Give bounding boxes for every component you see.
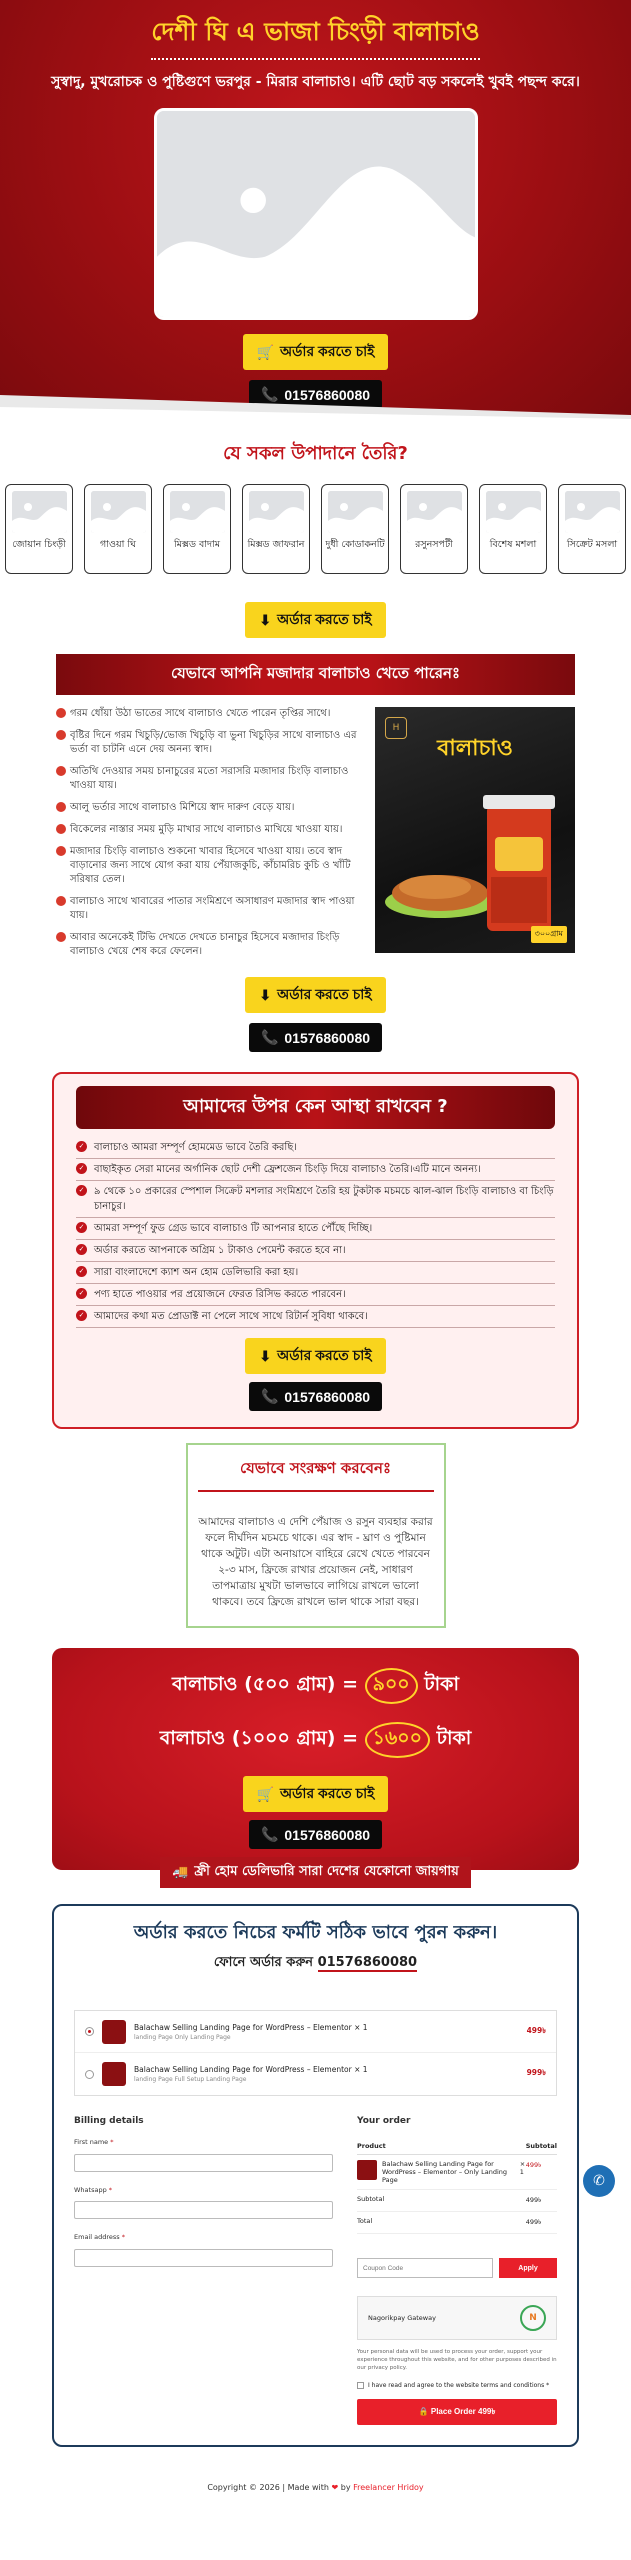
gateway-label: Nagorikpay Gateway xyxy=(368,2314,436,2322)
hero-order-button[interactable] xyxy=(243,334,389,370)
how-to-eat-order-label: অর্ডার করতে চাই xyxy=(277,986,372,1002)
check-circle-icon: ✓ xyxy=(76,1266,87,1277)
whatsapp-input[interactable] xyxy=(74,2201,333,2219)
chili-icon xyxy=(56,846,66,856)
check-circle-icon: ✓ xyxy=(76,1141,87,1152)
storage-title: যেভাবে সংরক্ষণ করবেনঃ xyxy=(198,1457,434,1492)
image-placeholder-icon xyxy=(328,491,383,533)
list-item: ✓ আমাদের কথা মত প্রোডাক্ট না পেলে সাথে সাথে রিটার্ন সুবিধা থাকবে। xyxy=(76,1306,555,1328)
trust-title: আমাদের উপর কেন আস্থা রাখবেন ? xyxy=(76,1086,555,1129)
table-row xyxy=(357,2212,557,2234)
image-placeholder-icon xyxy=(170,491,225,533)
trust-order-label: অর্ডার করতে চাই xyxy=(277,1347,372,1363)
price-order-label: অর্ডার করতে চাই xyxy=(279,1785,375,1801)
price-1000g: ১৬০০ xyxy=(365,1722,430,1758)
brand-logo: H xyxy=(385,717,407,739)
list-item: ✓ পণ্য হাতে পাওয়ার পর প্রয়োজনে ফেরত রিসিভ করতে পারবেন। xyxy=(76,1284,555,1306)
image-placeholder-icon xyxy=(249,491,304,533)
phone-icon: 📞 xyxy=(260,1388,279,1404)
whatsapp-icon: ✆ xyxy=(593,2173,605,2189)
storage-section xyxy=(186,1443,446,1628)
coupon-input[interactable] xyxy=(357,2258,493,2278)
list-item: ✓ বাছাইকৃত সেরা মানের অর্গানিক ছোট দেশী ফ্রেশজেন চিংড়ি দিয়ে বালাচাও তৈরি।এটি মানে অনন্য। xyxy=(76,1159,555,1181)
list-item: ✓ ৯ থেকে ১০ প্রকারের স্পেশাল সিক্রেট মশলার সংমিশ্রণে তৈরি হয় টুকটাক মচমচে ঝাল-ঝাল চিংড়ি বালাচাও বা চিংড়ি চানাচুর। xyxy=(76,1181,555,1218)
storage-text: আমাদের বালাচাও এ দেশি পেঁয়াজ ও রসুন ব্যবহার করার ফলে দীর্ঘদিন মচমচে থাকে। এর স্বাদ - ঘ্রাণ ও পুষ্টিমান থাকে অটুট। এটা অনায়াসে বাহিরে রেখে খেতে পারবেন ২-৩ মাস, ফ্রিজে রাখার প্রয়োজন নেই, সাধারণ তাপমাত্রায় মুখটা ভালভাবে লাগিয়ে রাখলে ভালো থাকবে। তবে ফ্রিজে রাখলে ভাল থাকে সারা বছর। xyxy=(198,1516,433,1608)
product-thumbnail xyxy=(357,2160,377,2180)
product-price: 999৳ xyxy=(526,2068,546,2077)
product-radio[interactable] xyxy=(85,2070,94,2079)
trust-order-button[interactable] xyxy=(245,1338,385,1374)
product-weight-tag: ৩০০গ্রাম xyxy=(531,926,567,943)
lock-icon: 🔒 xyxy=(418,2406,429,2416)
chili-icon xyxy=(56,824,66,834)
truck-icon: 🚚 xyxy=(172,1865,189,1880)
column-header-subtotal: Subtotal xyxy=(526,2138,557,2155)
order-item-name: Balachaw Selling Landing Page for WordPress – Elementor – Only Landing Page xyxy=(382,2160,507,2184)
check-circle-icon: ✓ xyxy=(76,1310,87,1321)
terms-checkbox[interactable] xyxy=(357,2382,364,2389)
price-phone-button[interactable] xyxy=(249,1820,382,1849)
list-item: বালাচাও সাথে খাবারের পাতার সংমিশ্রণে অসাধারণ মজাদার স্বাদ পাওয়া যায়। xyxy=(56,895,363,923)
chili-icon xyxy=(56,932,66,942)
ingredient-label: দুধী কোডাকনটি xyxy=(325,539,385,550)
ingredient-label: গাওয়া ঘি xyxy=(100,539,136,550)
product-name: Balachaw Selling Landing Page for WordPress – Elementor × 1 xyxy=(134,2065,368,2074)
chili-icon xyxy=(56,802,66,812)
list-item: ✓ বালাচাও আমরা সম্পূর্ণ হোমমেড ভাবে তৈরি করছি। xyxy=(76,1137,555,1159)
product-option[interactable] xyxy=(75,2053,556,2095)
ingredient-label: বিশেষ মশলা xyxy=(489,539,537,550)
product-option[interactable] xyxy=(75,2011,556,2053)
list-item: ✓ সারা বাংলাদেশে ক্যাশ অন হোম ডেলিভারি করা হয়। xyxy=(76,1262,555,1284)
billing-title: Billing details xyxy=(74,2116,144,2126)
check-circle-icon: ✓ xyxy=(76,1222,87,1233)
product-name: Balachaw Selling Landing Page for WordPress – Elementor × 1 xyxy=(134,2022,368,2032)
apply-coupon-button[interactable]: Apply xyxy=(499,2258,557,2278)
product-thumbnail xyxy=(102,2062,126,2086)
whatsapp-label: Whatsapp * xyxy=(74,2185,113,2194)
image-placeholder-icon xyxy=(91,491,146,533)
cart-icon: 🛒 xyxy=(256,1785,274,1802)
image-placeholder-icon xyxy=(12,491,67,533)
how-to-eat-phone-label: 01576860080 xyxy=(284,1029,371,1046)
phone-icon: 📞 xyxy=(260,386,279,402)
how-to-eat-title: যেভাবে আপনি মজাদার বালাচাও খেতে পারেনঃ xyxy=(56,654,575,695)
terms-row[interactable] xyxy=(357,2382,557,2389)
hero-image-placeholder xyxy=(154,108,478,320)
price-order-button[interactable] xyxy=(243,1776,389,1812)
hero-phone-label: 01576860080 xyxy=(284,386,371,403)
total-value: 499৳ xyxy=(526,2212,557,2234)
footer: Copyright © 2026 | Made with ❤ by Freelancer Hridoy xyxy=(207,2483,424,2492)
ingredient-card xyxy=(400,484,468,574)
list-item: আলু ভর্তার সাথে বালাচাও মিশিয়ে স্বাদ দারুণ বেড়ে যায়। xyxy=(56,801,363,815)
chat-float-button[interactable] xyxy=(583,2165,615,2197)
privacy-notice: Your personal data will be used to process your order, support your experience throughout this website, and for other purposes described in our privacy policy. xyxy=(357,2349,557,2371)
chili-icon xyxy=(56,730,66,740)
table-row xyxy=(357,2155,557,2190)
how-to-eat-order-button[interactable] xyxy=(245,977,385,1013)
chili-icon xyxy=(56,766,66,776)
check-circle-icon: ✓ xyxy=(76,1163,87,1174)
email-input[interactable] xyxy=(74,2249,333,2267)
ingredient-label: জোয়ান চিংড়ী xyxy=(12,539,66,550)
list-item: গরম ধোঁয়া উঠা ভাতের সাথে বালাচাও খেতে পারেন তৃপ্তির সাথে। xyxy=(56,707,363,721)
product-subtitle: landing Page Full Setup Landing Page xyxy=(134,2076,247,2083)
billing-details xyxy=(74,2116,333,2425)
list-item: ✓ আমরা সম্পূর্ণ ফুড গ্রেড ভাবে বালাচাও টি আপনার হাতে পৌঁছে দিচ্ছি। xyxy=(76,1218,555,1240)
ingredient-label: মিক্সড জাফরান xyxy=(247,539,305,550)
ingredient-card xyxy=(84,484,152,574)
list-item: ✓ অর্ডার করতে আপনাকে অগ্রিম ১ টাকাও পেমেন্ট করতে হবে না। xyxy=(76,1240,555,1262)
how-to-eat-list xyxy=(56,707,363,967)
ingredients-section xyxy=(0,425,631,638)
ingredient-label: রসুনসপটী xyxy=(415,539,453,550)
arrow-down-circle-icon: ⬇ xyxy=(259,1347,272,1364)
order-summary-title: Your order xyxy=(357,2116,411,2126)
chili-icon xyxy=(56,708,66,718)
arrow-down-circle-icon: ⬇ xyxy=(259,611,272,628)
ingredient-label: মিক্সড বাদাম xyxy=(173,539,221,550)
payment-gateway-option[interactable] xyxy=(357,2296,557,2340)
order-form-title: অর্ডার করতে নিচের ফর্মটি সঠিক ভাবে পুরন করুন। xyxy=(133,1922,498,1943)
free-delivery-badge: 🚚 ফ্রী হোম ডেলিভারি সারা দেশের যেকোনো জায়গায় xyxy=(160,1857,471,1888)
subtotal-value: 499৳ xyxy=(526,2190,557,2212)
hero-wave-divider xyxy=(0,385,631,425)
copyright-text: Copyright © 2026 | Made with xyxy=(207,2483,329,2492)
product-photo xyxy=(375,707,575,953)
author-link[interactable]: Freelancer Hridoy xyxy=(353,2483,424,2492)
product-options xyxy=(74,2010,557,2096)
first-name-label: First name * xyxy=(74,2138,114,2146)
list-item: আবার অনেকেই টিভি দেখতে দেখতে চানাচুর হিসেবে মজাদার চিংড়ি বালাচাও খেয়ে শেষ করে ফেলেন। xyxy=(56,931,363,959)
price-section xyxy=(52,1648,579,1880)
order-item-price: 499৳ xyxy=(526,2155,557,2190)
coupon-row xyxy=(357,2258,557,2278)
check-circle-icon: ✓ xyxy=(76,1244,87,1255)
column-header-product: Product xyxy=(357,2138,526,2155)
email-label: Email address * xyxy=(74,2233,125,2241)
order-phone-line: ফোনে অর্ডার করুন 01576860080 xyxy=(213,1955,418,1970)
subtotal-label: Subtotal xyxy=(357,2190,526,2212)
image-placeholder-icon xyxy=(157,111,475,317)
price-line-1000g: বালাচাও (১০০০ গ্রাম) = ১৬০০ টাকা xyxy=(52,1722,579,1758)
list-item: বৃষ্টির দিনে গরম খিচুড়ি/ভোজ খিচুড়ি বা ভুনা খিচুড়ির সাথে বালাচাও এর ভর্তা বা চাটনি এনে দেয় অনন্য স্বাদ। xyxy=(56,729,363,757)
hero-section xyxy=(0,0,631,425)
product-thumbnail xyxy=(102,2020,126,2044)
order-phone-number[interactable]: 01576860080 xyxy=(317,1955,418,1970)
image-placeholder-icon xyxy=(486,491,541,533)
trust-list xyxy=(76,1137,555,1328)
price-500g: ৯০০ xyxy=(365,1668,418,1704)
phone-icon: 📞 xyxy=(260,1826,279,1842)
order-summary-table xyxy=(357,2138,557,2234)
arrow-down-circle-icon: ⬇ xyxy=(259,986,272,1003)
place-order-button[interactable]: 🔒 Place Order 499৳ xyxy=(357,2399,557,2425)
how-to-eat-section xyxy=(0,654,631,1052)
phone-icon: 📞 xyxy=(260,1029,279,1045)
hero-order-label: অর্ডার করতে চাই xyxy=(279,343,375,359)
price-phone-label: 01576860080 xyxy=(284,1826,371,1843)
product-subtitle: landing Page Only Landing Page xyxy=(134,2033,231,2041)
ingredients-order-label: অর্ডার করতে চাই xyxy=(277,611,372,627)
hero-subtitle: সুস্বাদু, মুখরোচক ও পুষ্টিগুণে ভরপুর - মিরার বালাচাও। এটি ছোট বড় সকলেই খুবই পছন্দ করে। xyxy=(51,74,580,90)
terms-label: I have read and agree to the website terms and conditions * xyxy=(368,2382,550,2389)
trust-phone-button[interactable] xyxy=(249,1382,382,1411)
ingredient-card xyxy=(558,484,626,574)
first-name-input[interactable] xyxy=(74,2154,333,2172)
total-label: Total xyxy=(357,2212,526,2234)
list-item: বিকেলের নাস্তার সময় মুড়ি মাখার সাথে বালাচাও মাখিয়ে খাওয়া যায়। xyxy=(56,823,363,837)
chili-icon xyxy=(56,896,66,906)
product-price: 499৳ xyxy=(526,2025,546,2035)
heart-icon: ❤ xyxy=(331,2483,339,2492)
hero-title: দেশী ঘি এ ভাজা চিংড়ী বালাচাও xyxy=(151,12,479,60)
cart-icon: 🛒 xyxy=(256,343,274,360)
gateway-logo-icon: N xyxy=(520,2305,546,2331)
list-item: অতিথি দেওয়ার সময় চানাচুরের মতো সরাসরি মজাদার চিংড়ি বালাচাও খাওয়া যায়। xyxy=(56,765,363,793)
trust-phone-label: 01576860080 xyxy=(284,1388,371,1405)
order-form-section xyxy=(52,1904,579,2447)
ingredient-card xyxy=(5,484,73,574)
ingredient-card xyxy=(242,484,310,574)
ingredient-label: সিক্রেট মসলা xyxy=(566,539,618,550)
ingredients-grid xyxy=(0,484,631,574)
ingredient-card xyxy=(321,484,389,574)
list-item: মজাদার চিংড়ি বালাচাও শুকনো খাবার হিসেবে খাওয়া যায়। তবে স্বাদ বাড়ানোর জন্য সাথে যোগ করা যায় পেঁয়াজকুচি, কাঁচামরিচ কুচি ও খাঁটি সরিষার তেল। xyxy=(56,845,363,887)
product-radio[interactable] xyxy=(85,2027,94,2036)
trust-section xyxy=(52,1072,579,1429)
table-row xyxy=(357,2190,557,2212)
order-item-qty: × 1 xyxy=(519,2160,526,2176)
product-photo-brand: বালাচাও xyxy=(437,736,513,761)
ingredients-heading: যে সকল উপাদানে তৈরি? xyxy=(223,443,408,464)
image-placeholder-icon xyxy=(565,491,620,533)
image-placeholder-icon xyxy=(407,491,462,533)
check-circle-icon: ✓ xyxy=(76,1288,87,1299)
how-to-eat-phone-button[interactable] xyxy=(249,1023,382,1052)
ingredient-card xyxy=(163,484,231,574)
check-circle-icon: ✓ xyxy=(76,1185,87,1196)
order-summary xyxy=(357,2116,557,2425)
price-line-500g: বালাচাও (৫০০ গ্রাম) = ৯০০ টাকা xyxy=(52,1668,579,1704)
product-jar-illustration xyxy=(375,707,575,953)
ingredients-order-button[interactable] xyxy=(245,602,385,638)
ingredient-card xyxy=(479,484,547,574)
